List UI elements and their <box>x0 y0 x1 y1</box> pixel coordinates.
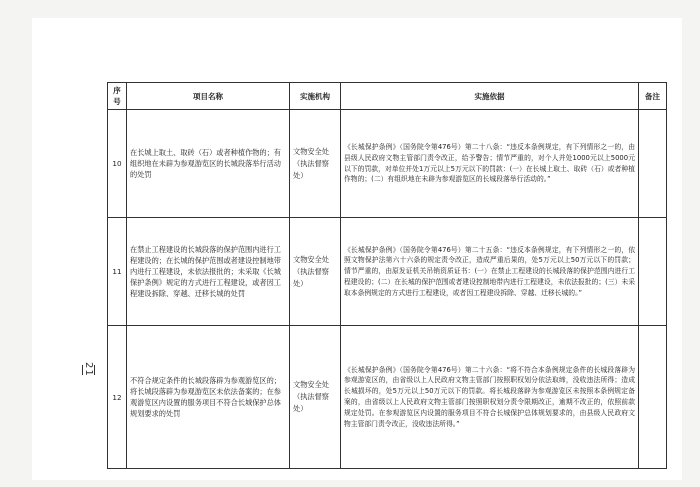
row-name: 不符合规定条件的长城段落辟为参观游览区的；将长城段落辟为参观游览区未依法备案的；在参观游览区内设置的服务项目不符合长城保护总体规划要求的处罚 <box>127 326 290 469</box>
enforcement-table <box>107 82 667 469</box>
row-org: 文物安全处（执法督察处） <box>290 326 341 469</box>
row-no: 11 <box>108 218 127 326</box>
table-row <box>108 218 667 326</box>
table-header-row <box>108 83 667 110</box>
header-name: 项目名称 <box>127 83 290 110</box>
row-org: 文物安全处（执法督察处） <box>290 110 341 218</box>
header-org: 实施机构 <box>290 83 341 110</box>
header-note: 备注 <box>639 83 667 110</box>
header-basis: 实施依据 <box>341 83 639 110</box>
table-row <box>108 110 667 218</box>
row-note <box>639 326 667 469</box>
row-name: 在禁止工程建设的长城段落的保护范围内进行工程建设的；在长城的保护范围或者建设控制地带内进行工程建设，未依法报批的；未采取《长城保护条例》规定的方式进行工程建设，或者因工程建设拆除、穿越、迁移长城的处罚 <box>127 218 290 326</box>
row-basis: 《长城保护条例》（国务院令第476号）第二十六条：“将不符合本条例规定条件的长城段落辟为参观游览区的，由省级以上人民政府文物主管部门按照职权划分依法取缔，没收违法所得；造成长城损坏的，处5万元以上50万元以下的罚款。将长城段落辟为参观游览区未按照本条例规定备案的，由省级以上人民政府文物主管部门按照职权划分责令限期改正，逾期不改正的，依照前款规定处罚。在参观游览区内设置的服务项目不符合长城保护总体规划要求的，由县级人民政府文物主管部门责令改正，没收违法所得。” <box>341 326 639 469</box>
row-basis: 《长城保护条例》（国务院令第476号）第二十八条：“违反本条例规定，有下列情形之一的，由县级人民政府文物主管部门责令改正，给予警告；情节严重的，对个人并处1000元以上5000元以下的罚款，对单位并处1万元以上5万元以下的罚款：(一）在长城上取土、取砖（石）或者种植作物的；(二）有组织地在未辟为参观游览区的长城段落举行活动的。” <box>341 110 639 218</box>
row-name: 在长城上取土、取砖（石）或者种植作物的；有组织地在未辟为参观游览区的长城段落举行活动的处罚 <box>127 110 290 218</box>
table-row <box>108 326 667 469</box>
row-basis: 《长城保护条例》（国务院令第476号）第二十五条：“违反本条例规定，有下列情形之一的，依照文物保护法第六十六条的规定责令改正，造成严重后果的，处5万元以上50万元以下的罚款；情节严重的，由原发证机关吊销资质证书：(一）在禁止工程建设的长城段落的保护范围内进行工程建设的；(二）在长城的保护范围或者建设控制地带内进行工程建设，未依法报批的；(三）未采取本条例规定的方式进行工程建设，或者因工程建设拆除、穿越、迁移长城的。” <box>341 218 639 326</box>
row-no: 10 <box>108 110 127 218</box>
page-number: 21 <box>83 362 94 377</box>
header-no: 序号 <box>108 83 127 110</box>
row-no: 12 <box>108 326 127 469</box>
row-org: 文物安全处（执法督察处） <box>290 218 341 326</box>
row-note <box>639 218 667 326</box>
row-note <box>639 110 667 218</box>
